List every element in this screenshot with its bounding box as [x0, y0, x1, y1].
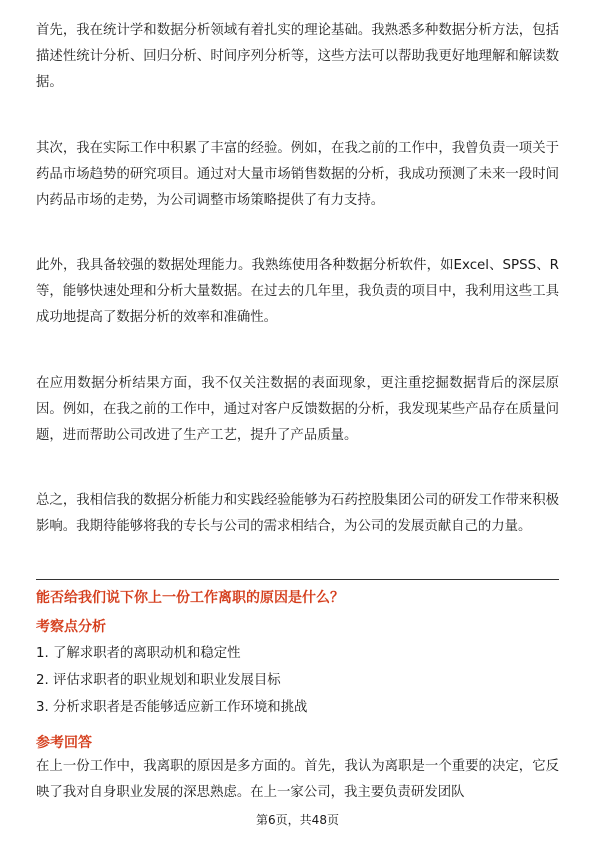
- list-item: 1. 了解求职者的离职动机和稳定性: [36, 646, 241, 661]
- section-divider: [36, 579, 559, 580]
- paragraph-theory: 首先，我在统计学和数据分析领域有着扎实的理论基础。我熟悉多种数据分析方法，包括描述性统计分析、回归分析、时间序列分析等，这些方法可以帮助我更好地理解和解读数据。: [36, 23, 559, 90]
- analysis-heading: 考察点分析: [36, 619, 106, 635]
- paragraph-conclusion: 总之，我相信我的数据分析能力和实践经验能够为石药控股集团公司的研发工作带来积极影响。我期待能够将我的专长与公司的需求相结合，为公司的发展贡献自己的力量。: [36, 493, 559, 534]
- list-item: 3. 分析求职者是否能够适应新工作环境和挑战: [36, 700, 308, 715]
- analysis-list: [36, 640, 307, 721]
- paragraph-application: 在应用数据分析结果方面，我不仅关注数据的表面现象，更注重挖掘数据背后的深层原因。例如，在我之前的工作中，通过对客户反馈数据的分析，我发现某些产品存在质量问题，进而帮助公司改进了生产工艺，提升了产品质量。: [36, 376, 559, 443]
- answer-paragraph: 在上一份工作中，我离职的原因是多方面的。首先，我认为离职是一个重要的决定，它反映了我对自身职业发展的深思熟虑。在上一家公司，我主要负责研发团队: [36, 759, 559, 800]
- list-item: 2. 评估求职者的职业规划和职业发展目标: [36, 673, 281, 688]
- paragraph-experience: 其次，我在实际工作中积累了丰富的经验。例如，在我之前的工作中，我曾负责一项关于药品市场趋势的研究项目。通过对大量市场销售数据的分析，我成功预测了未来一段时间内药品市场的走势，为公司调整市场策略提供了有力支持。: [36, 141, 559, 208]
- paragraph-data-processing: 此外，我具备较强的数据处理能力。我熟练使用各种数据分析软件，如Excel、SPSS、R等，能够快速处理和分析大量数据。在过去的几年里，我负责的项目中，我利用这些工具成功地提高了数据分析的效率和准确性。: [36, 258, 559, 325]
- page-number: 第6页，共48页: [256, 813, 339, 827]
- answer-heading: 参考回答: [36, 735, 92, 751]
- interview-question: 能否给我们说下你上一份工作离职的原因是什么？: [36, 590, 344, 606]
